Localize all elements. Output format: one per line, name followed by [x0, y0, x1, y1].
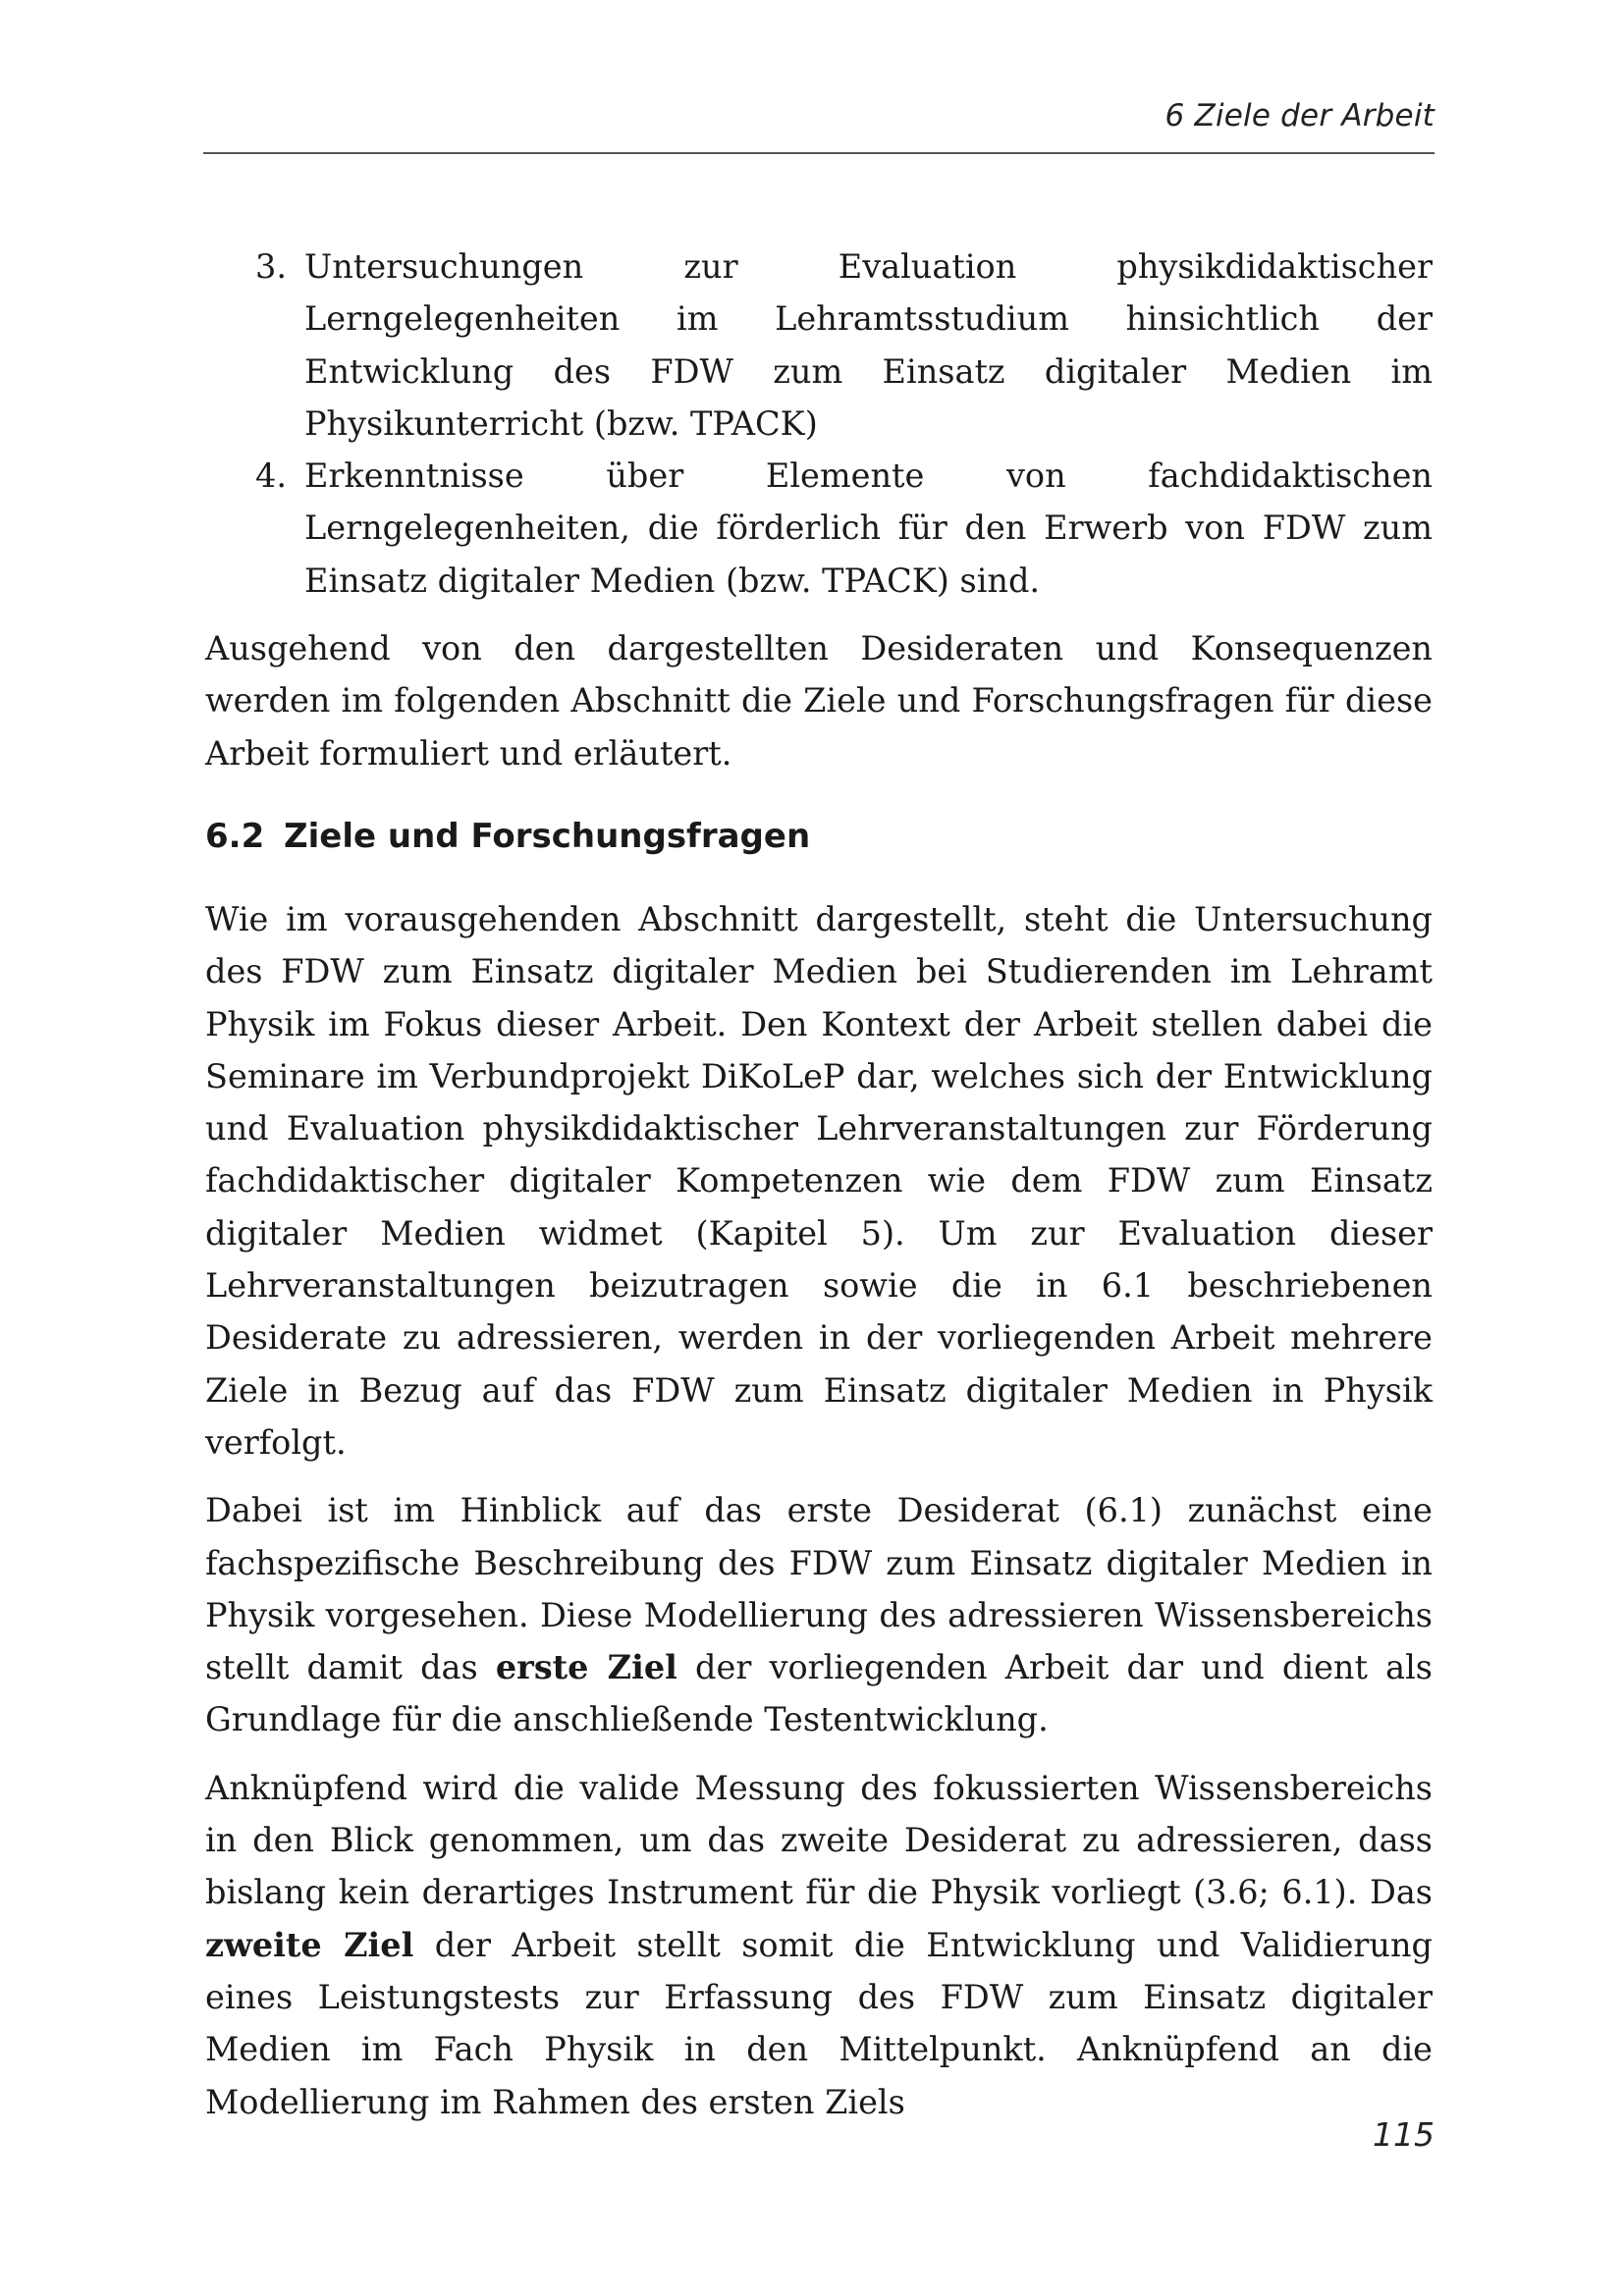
paragraph-text: Dabei ist im Hinblick auf das erste Desiderat (6.1) zunächst eine fachspezifische Beschreibung des FDW zum Einsatz digitaler Medien in Physik vorgesehen. Diese Modellierung des adressieren Wissensbereichs stellt damit das [205, 1491, 1433, 1687]
section-title: Ziele und Forschungsfragen [284, 816, 811, 856]
list-item-text: Untersuchungen zur Evaluation physikdidaktischer Lerngelegenheiten im Lehramtsstudium hinsichtlich der Entwicklung des FDW zum Einsatz digitaler Medien im Physikunterricht (bzw. TPACK) [304, 247, 1433, 443]
paragraph-text: Anknüpfend wird die valide Messung des fokussierten Wissensbereichs in den Blick genommen, um das zweite Desiderat zu adressieren, dass bislang kein derartiges Instrument für die Physik vorliegt (3.6; 6.1). Das [205, 1768, 1433, 1912]
list-item [205, 240, 1433, 450]
list-item-number: 3. [255, 247, 287, 286]
list-item [205, 450, 1433, 607]
numbered-list [205, 240, 1433, 607]
list-item-text: Erkenntnisse über Elemente von fachdidaktischen Lerngelegenheiten, die förderlich für den Erwerb von FDW zum Einsatz digitaler Medien (bzw. TPACK) sind. [304, 456, 1433, 600]
emphasis-first-goal: erste Ziel [495, 1648, 677, 1687]
header-rule [203, 152, 1435, 154]
section-number: 6.2 [205, 816, 265, 856]
paragraph-context: Wie im vorausgehenden Abschnitt dargestellt, steht die Untersuchung des FDW zum Einsatz digitaler Medien bei Studierenden im Lehramt Physik im Fokus dieser Arbeit. Den Kontext der Arbeit stellen dabei die Seminare im Verbundprojekt DiKoLeP dar, welches sich der Entwicklung und Evaluation physikdidaktischer Lehrveranstaltungen zur Förderung fachdidaktischer digitaler Kompetenzen wie dem FDW zum Einsatz digitaler Medien widmet (Kapitel 5). Um zur Evaluation dieser Lehrveranstaltungen beizutragen sowie die in 6.1 beschriebenen Desiderate zu adressieren, werden in der vorliegenden Arbeit mehrere Ziele in Bezug auf das FDW zum Einsatz digitaler Medien in Physik verfolgt. [205, 899, 1433, 1462]
paragraph-text: der vorliegenden Arbeit dar und dient als Grundlage für die anschließende Testentwicklung. [205, 1648, 1433, 1739]
emphasis-second-goal: zweite Ziel [205, 1925, 414, 1964]
running-header: 6 Ziele der Arbeit [1164, 98, 1435, 133]
list-item-number: 4. [255, 456, 287, 496]
paragraph-second-goal [205, 1762, 1433, 2128]
page-body [205, 240, 1433, 2144]
section-heading [205, 817, 1433, 856]
page-number: 115 [1373, 2115, 1435, 2154]
paragraph-text: der Arbeit stellt somit die Entwicklung und Validierung eines Leistungstests zur Erfassung des FDW zum Einsatz digitaler Medien im Fach Physik in den Mittelpunkt. Anknüpfend an die Modellierung im Rahmen des ersten Ziels [205, 1925, 1433, 2121]
paragraph-first-goal [205, 1484, 1433, 1745]
intro-paragraph: Ausgehend von den dargestellten Desideraten und Konsequenzen werden im folgenden Abschnitt die Ziele und Forschungsfragen für diese Arbeit formuliert und erläutert. [205, 629, 1433, 773]
